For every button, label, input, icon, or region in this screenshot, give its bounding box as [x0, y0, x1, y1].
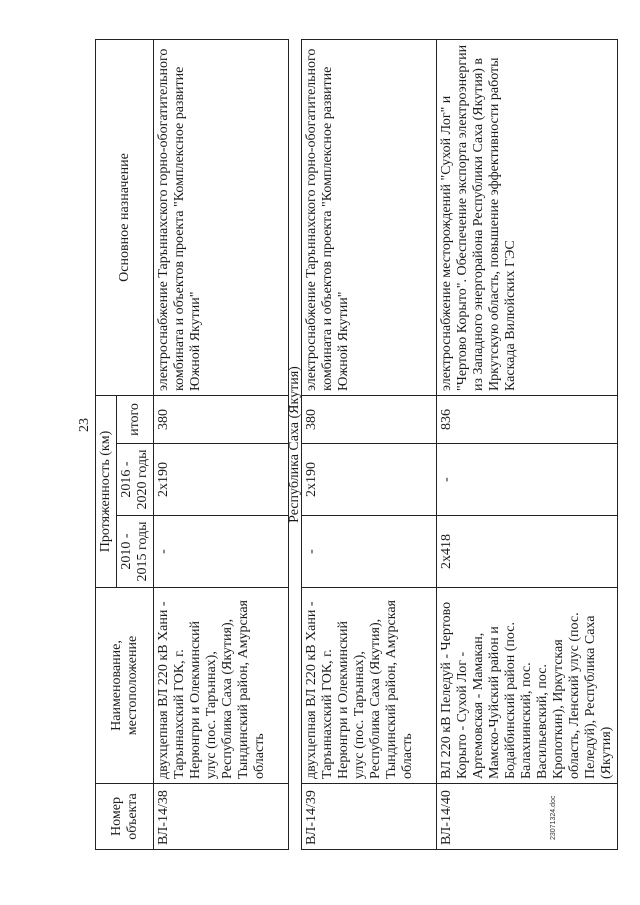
table-row	[302, 40, 437, 850]
rotated-content	[77, 40, 614, 850]
header-2016-2020: 2016 - 2020 годы	[117, 444, 154, 516]
cell-purpose: электроснабжение Таръннахского горно-обогатительного комбината и объектов проекта "Комплексное развитие Южной Якутии"	[302, 40, 437, 396]
cell-2016-2020: 2х190	[302, 444, 437, 516]
cell-number: ВЛ-14/39	[302, 784, 437, 850]
cell-2016-2020: -	[437, 444, 618, 516]
header-purpose: Основное назначение	[96, 40, 154, 396]
page-number: 23	[77, 418, 92, 432]
header-length-group: Протяженность (км)	[96, 396, 117, 588]
cell-number: ВЛ-14/40	[437, 784, 618, 850]
cell-name: двухцепная ВЛ 220 кВ Хани - Таръннахский ГОК, г. Нерюнгри и Олекминский улус (пос. Таръннах), Республика Саха (Якутия), Тындинский район, Амурская область	[302, 588, 437, 784]
table-row	[154, 40, 289, 850]
table-row	[437, 40, 618, 850]
header-2010-2015: 2010 - 2015 годы	[117, 516, 154, 588]
footer-doc-code: 23071324.doc	[550, 795, 557, 840]
region-label: Республика Саха (Якутия)	[289, 40, 302, 850]
cell-purpose: электроснабжение месторождений "Сухой Лог" и "Чертово Корыто". Обеспечение экспорта электроэнергии из Западного энергорайона Республики Саха (Якутия) в Иркутскую область, повышение эффективности работы Каскада Вилюйских ГЭС	[437, 40, 618, 396]
cell-total: 836	[437, 396, 618, 444]
cell-2016-2020: 2х190	[154, 444, 289, 516]
cell-name: двухцепная ВЛ 220 кВ Хани - Таръннахский ГОК, г. Нерюнгри и Олекминский улус (пос. Таръннах), Республика Саха (Якутия), Тындинский район, Амурская область	[154, 588, 289, 784]
cell-total: 380	[302, 396, 437, 444]
cell-2010-2015: -	[154, 516, 289, 588]
cell-purpose: электроснабжение Таръннахского горно-обогатительного комбината и объектов проекта "Комплексное развитие Южной Якутии"	[154, 40, 289, 396]
cell-2010-2015: -	[302, 516, 437, 588]
cell-2010-2015: 2х418	[437, 516, 618, 588]
cell-total: 380	[154, 396, 289, 444]
objects-table	[95, 39, 618, 850]
header-number: Номер объекта	[96, 784, 154, 850]
header-total: итого	[117, 396, 154, 444]
region-row	[289, 40, 302, 850]
header-name: Наименование, местоположение	[96, 588, 154, 784]
table-header-row	[96, 40, 117, 850]
cell-name: ВЛ 220 кВ Пеледуй - Чертово Корыто - Сухой Лог - Артемовская - Мамакан, Мамско-Чуйский район и Бодайбинский район (пос. Балахнинский, пос. Васильевский, пос. Кропоткин), Иркутская область, Ленский улус (пос. Пеледуй), Республика Саха (Якутия)	[437, 588, 618, 784]
cell-number: ВЛ-14/38	[154, 784, 289, 850]
